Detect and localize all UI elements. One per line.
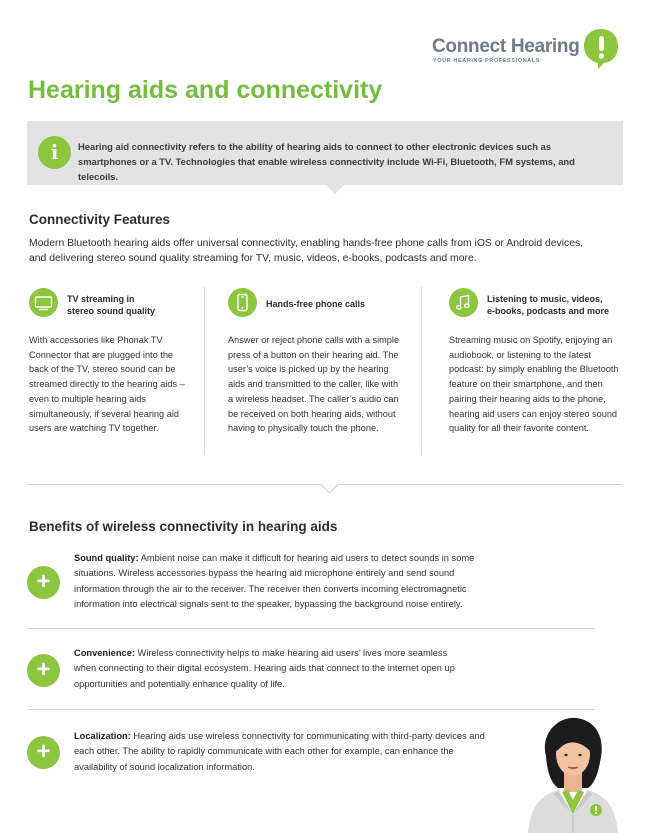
column-divider (204, 287, 205, 455)
feature-tv-body: With accessories like Phonak TV Connector that are plugged into the back of the TV, stereo sound can be streamed directly to the hearing aids – even to multiple hearing aids simultaneously, if several hearing aid users are watching TV together. (29, 335, 185, 434)
benefit-text: Convenience: Wireless connectivity helps to make hearing aid users’ lives more seamless when connecting to their digital ecosystem. Hearing aids that connect to the internet open up opportunities and potentially enhance quality of life. (74, 648, 455, 689)
plus-icon: + (27, 566, 60, 599)
feature-music-body: Streaming music on Spotify, enjoying an audiobook, or listening to the latest podcast: by simply enabling the Bluetooth feature on their smartphone, and then pairing their hearing aids to the phone, hearing aid users can enjoy stereo sound quality for all their favorite content. (449, 335, 619, 434)
intro-text: Hearing aid connectivity refers to the ability of hearing aids to connect to other electronic devices such as smartphones or a TV. Technologies that enable wireless connectivity include Wi-Fi, Bluetooth, FM systems, and telecoils. (78, 141, 575, 182)
page-title: Hearing aids and connectivity (28, 76, 383, 104)
benefit-text: Sound quality: Ambient noise can make it difficult for hearing aid users to detect sounds in some situations. Wireless accessories bypass the hearing aid microphone entirely and send sound information through the air to the receiver. The receiver then converts incoming electromagnetic information into electrical signals sent to the speaker, bypassing the background noise entirely. (74, 553, 475, 609)
benefit-text: Localization: Hearing aids use wireless connectivity for communicating with third-party devices and each other. The ability to rapidly communicate with each other for example, can enhance the availability of sound localization information. (74, 731, 485, 772)
phone-icon (228, 288, 257, 317)
feature-music-title: Listening to music, videos, e-books, podcasts and more (487, 294, 610, 316)
feature-phone-body: Answer or reject phone calls with a simple press of a button on their hearing aid. The user’s voice is picked up by the hearing aids and transmitted to the caller, like with a wireless headset. The caller’s audio can be received on both hearing aids, without having to physically touch the phone. (228, 335, 400, 434)
feature-tv (29, 288, 194, 434)
feature-phone-title: Hands-free phone calls (266, 299, 366, 309)
brand-name: Connect Hearing (432, 36, 580, 57)
info-icon: i (38, 136, 71, 169)
exclamation-speech-icon (582, 28, 620, 70)
feature-tv-title: TV streaming in stereo sound quality (67, 294, 156, 316)
benefits-heading: Benefits of wireless connectivity in hearing aids (29, 519, 338, 534)
features-heading: Connectivity Features (29, 212, 171, 227)
music-note-icon (449, 288, 478, 317)
column-divider (421, 287, 422, 455)
brand-logo (432, 28, 622, 70)
hearing-professional-avatar-icon (518, 714, 628, 833)
intro-box-pointer (326, 185, 344, 194)
brand-tagline: YOUR HEARING PROFESSIONALS (433, 58, 540, 64)
feature-phone (228, 288, 404, 434)
feature-music (449, 288, 621, 434)
benefit-divider (28, 628, 595, 629)
features-lead: Modern Bluetooth hearing aids offer universal connectivity, enabling hands-free phone calls from iOS or Android devices, and delivering stereo sound quality streaming for TV, music, videos, e-books, podcasts and more. (29, 238, 584, 264)
plus-icon: + (27, 736, 60, 769)
tv-icon (29, 288, 58, 317)
plus-icon: + (27, 654, 60, 687)
intro-box (27, 121, 623, 185)
section-divider-pointer (320, 475, 338, 493)
benefit-divider (28, 709, 595, 710)
